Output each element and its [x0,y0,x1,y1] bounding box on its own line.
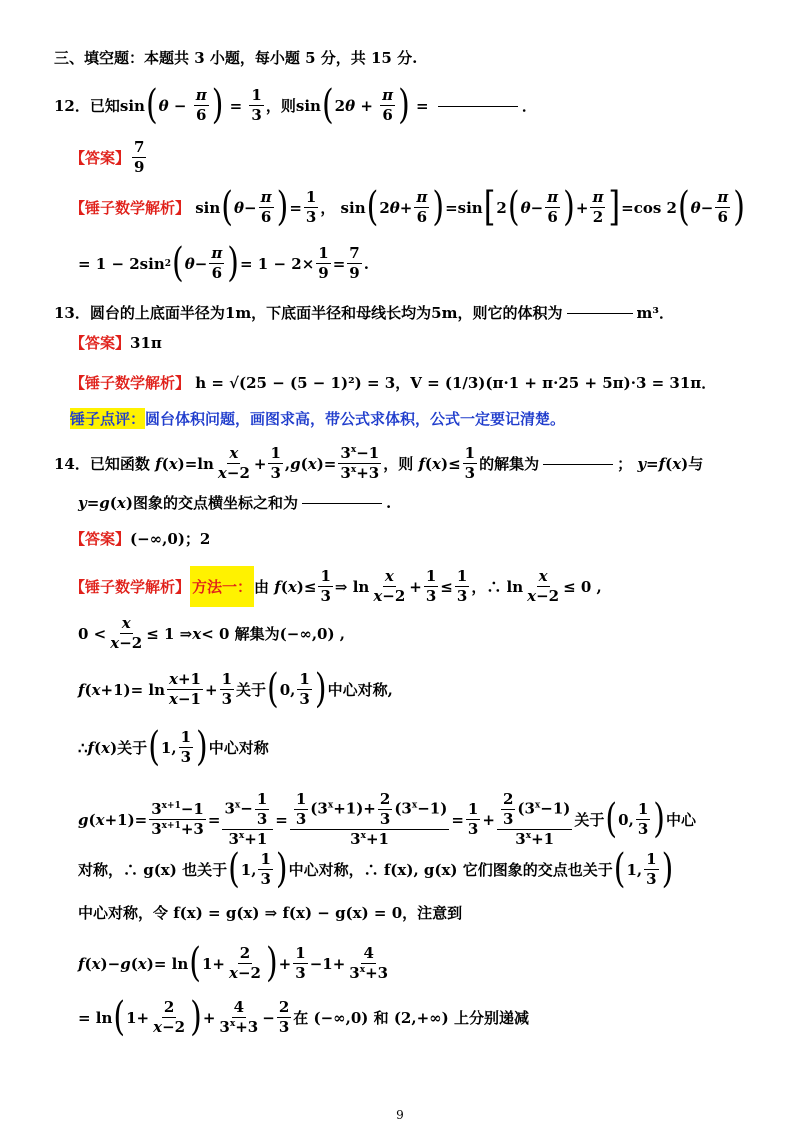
q12-analysis-line2: = 1 − 2sin 2 ( θ − $\frac{\pi}{6}$ ) = 1 − 2× $\frac{1}{9}$ = $\frac{7}{9}$ . [78,239,369,287]
q14-question-line2: y = g ( x ) 图象的交点横坐标之和为 . [78,493,392,512]
q12-text-then: ，则 [265,97,296,115]
q14-blank-2[interactable] [302,502,382,504]
q13-answer-value: 31π [130,333,162,352]
q13-answer: 【答案】 31π [70,333,162,352]
q14-answer-value: (−∞,0)；2 [130,530,211,548]
q14-step-2: 0 < $\frac{x}{x-2}$ ≤ 1 ⇒ x < 0 解集为 (−∞,0) , [78,614,346,652]
q13-number: 13． [54,304,90,322]
q12-number: 12． [54,97,90,115]
q12-analysis: 【锤子数学解析】 sin ( θ − $\frac{\pi}{6}$ ) = $\frac{1}{3}$ ， sin ( 2 θ + $\frac{\pi}{6}$ ) =sin [ 2 ( θ − $\frac{\pi}{6}$ ) + $\frac{\pi}{2}$ ] =cos 2 ( θ − $\frac{\pi}{6}$ ) [70,183,745,231]
q14-number: 14． [54,455,90,473]
q14-analysis: 【锤子数学解析】 方法一： 由 f ( x )≤ $\frac{1}{3}$ ⇒ ln $\frac{x}{x-2}$ + $\frac{1}{3}$ ≤ $\frac{1}{3}$ ，∴ ln $\frac{x}{x-2}$ ≤ 0 , [70,567,602,605]
q14-text-solution-set: 的解集为 [479,455,540,473]
q14-step-8: f ( x )− g ( x )= ln ( 1+ $\frac{2}{x-2}$ ) + $\frac{1}{3}$ −1+ $\frac{4}{3^x+3}$ [78,939,389,987]
q13-answer-blank[interactable] [567,312,633,314]
q14-step-4: ∴ f ( x ) 关于 ( 1, $\frac{1}{3}$ ) 中心对称 [78,723,269,771]
page-number: 9 [396,1108,404,1122]
q12-answer-blank[interactable] [438,105,518,107]
q14-question: 14． 已知函数 f ( x )=ln $\frac{x}{x-2}$ + $\frac{1}{3}$ , g ( x )= $\frac{3^x-1}{3^x+3}$ ，则 f ( x )≤ $\frac{1}{3}$ 的解集为 ； y = f ( x )与 [54,444,704,482]
q12-question: 12． 已知 sin ( θ − $\frac{\pi}{6}$ ) = $\frac{1}{3}$ ，则 sin ( 2 θ + $\frac{\pi}{6}$ ) = ． [54,81,537,129]
q13-analysis-text: h = √(25 − (5 − 1)²) = 3，V = (1/3)(π·1 + π·25 + 5π)·3 = 31π． [195,374,717,392]
q14-step-3: f ( x +1)= ln $\frac{x+1}{x-1}$ + $\frac{1}{3}$ 关于 ( 0, $\frac{1}{3}$ ) 中心对称, [78,665,393,713]
q14-step-6: 对称，∴ g(x) 也关于 ( 1, $\frac{1}{3}$ ) 中心对称，∴ f(x), g(x) 它们图象的交点也关于 ( 1, $\frac{1}{3}$ ) [78,845,674,893]
q14-blank-1[interactable] [543,463,613,465]
q14-text-intro: 已知函数 [89,455,150,473]
section-heading: 三、填空题：本题共 3 小题，每小题 5 分，共 15 分. [54,49,418,67]
q13-review: 锤子点评： 圆台体积问题，画图求高，带公式求体积，公式一定要记清楚。 [70,410,566,428]
q13-question [54,302,674,323]
q13-text: 圆台的上底面半径为1m，下底面半径和母线长均为5m，则它的体积为 [89,304,563,322]
q13-review-text: 圆台体积问题，画图求高，带公式求体积，公式一定要记清楚。 [145,410,566,428]
q14-step-5: g ( x +1)= $\frac{3^{x+1}-1}{3^{x+1}+3}$ = $3^x-$ $\frac{1}{3}$ $3^x+1$ = $\frac{1}{3}$ $(3^x+1)+$ $\frac{2}{3}$ $(3^x-1)$ $3^x+1$ = $\frac{1}{3}$ + $\frac{2}{3}$ $(3^x-1)$ $3^x+1$ 关于 ( 0, $\frac{1}{3}$ ) 中心 [78,790,696,848]
q14-step-9: = ln ( 1+ $\frac{2}{x-2}$ ) + $\frac{4}{3^x+3}$ − $\frac{2}{3}$ 在 (−∞,0) 和 (2,+∞) 上分别递减 [78,993,529,1041]
q14-text-then: ，则 [383,455,414,473]
q14-answer: 【答案】 (−∞,0)；2 [70,530,211,548]
q13-analysis: 【锤子数学解析】 h = √(25 − (5 − 1)²) = 3，V = (1/3)(π·1 + π·25 + 5π)·3 = 31π． [70,374,717,392]
q12-text-known: 已知 [89,97,120,115]
q14-step-7: 中心对称，令 f(x) = g(x) ⇒ f(x) − g(x) = 0，注意到 [78,904,463,922]
q13-unit: m³． [636,304,674,322]
method-one-label: 方法一： [190,566,254,607]
q12-answer: 【答案】 $\frac{7}{9}$ [70,138,145,176]
q14-text-line2: 图象的交点横坐标之和为 [132,494,298,512]
